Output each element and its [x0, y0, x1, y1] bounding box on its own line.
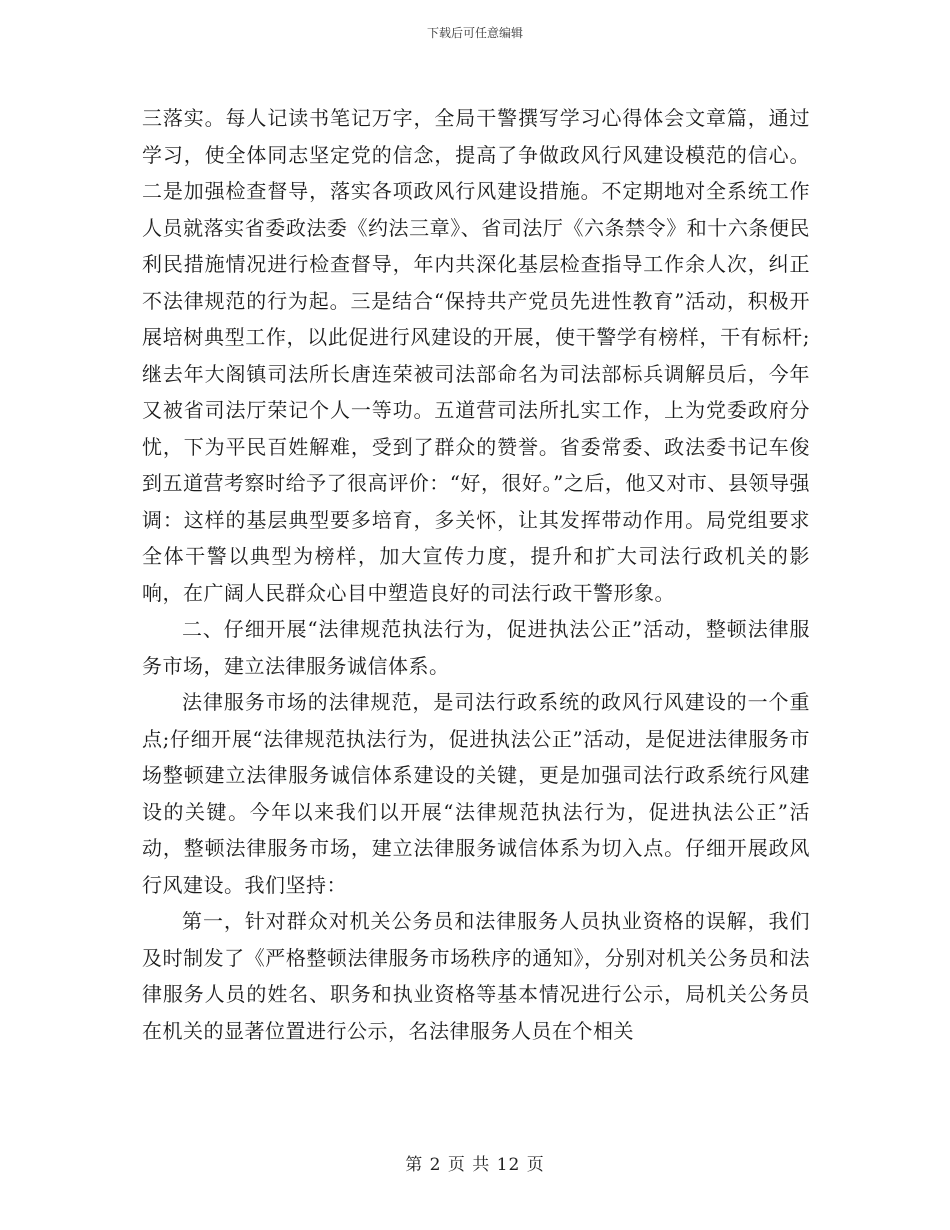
paragraph-3: 法律服务市场的法律规范，是司法行政系统的政风行风建设的一个重点;仔细开展“法律规范执法行为，促进执法公正”活动，是促进法律服务市场整顿建立法律服务诚信体系建设的关键，更是加强司法行政系统行风建设的关键。今年以来我们以开展“法律规范执法行为，促进执法公正”活动，整顿法律服务市场，建立法律服务诚信体系为切入点。仔细开展政风行风建设。我们坚持： — [142, 690, 810, 897]
paragraph-1: 三落实。每人记读书笔记万字，全局干警撰写学习心得体会文章篇，通过学习，使全体同志坚定党的信念，提高了争做政风行风建设模范的信心。二是加强检查督导，落实各项政风行风建设措施。不定期地对全系统工作人员就落实省委政法委《约法三章》、省司法厅《六条禁令》和十六条便民利民措施情况进行检查督导，年内共深化基层检查指导工作余人次，纠正不法律规范的行为起。三是结合“保持共产党员先进性教育”活动，积极开展培树典型工作，以此促进行风建设的开展，使干警学有榜样，干有标杆;继去年大阁镇司法所长唐连荣被司法部命名为司法部标兵调解员后，今年又被省司法厅荣记个人一等功。五道营司法所扎实工作，上为党委政府分忧，下为平民百姓解难，受到了群众的赞誉。省委常委、政法委书记车俊到五道营考察时给予了很高评价：“好，很好。”之后，他又对市、县领导强调：这样的基层典型要多培育，多关怀，让其发挥带动作用。局党组要求全体干警以典型为榜样，加大宣传力度，提升和扩大司法行政机关的影响，在广阔人民群众心目中塑造良好的司法行政干警形象。 — [142, 106, 810, 605]
paragraph-2: 二、仔细开展“法律规范执法行为，促进执法公正”活动，整顿法律服务市场，建立法律服务诚信体系。 — [142, 617, 810, 678]
paragraph-4: 第一，针对群众对机关公务员和法律服务人员执业资格的误解，我们及时制发了《严格整顿法律服务市场秩序的通知》，分别对机关公务员和法律服务人员的姓名、职务和执业资格等基本情况进行公示，局机关公务员在机关的显著位置进行公示，名法律服务人员在个相关 — [142, 909, 810, 1043]
document-body — [142, 100, 810, 1049]
page-header: 下载后可任意编辑 — [426, 26, 523, 40]
page-number-footer: 第 2 页 共 12 页 — [405, 1155, 545, 1175]
